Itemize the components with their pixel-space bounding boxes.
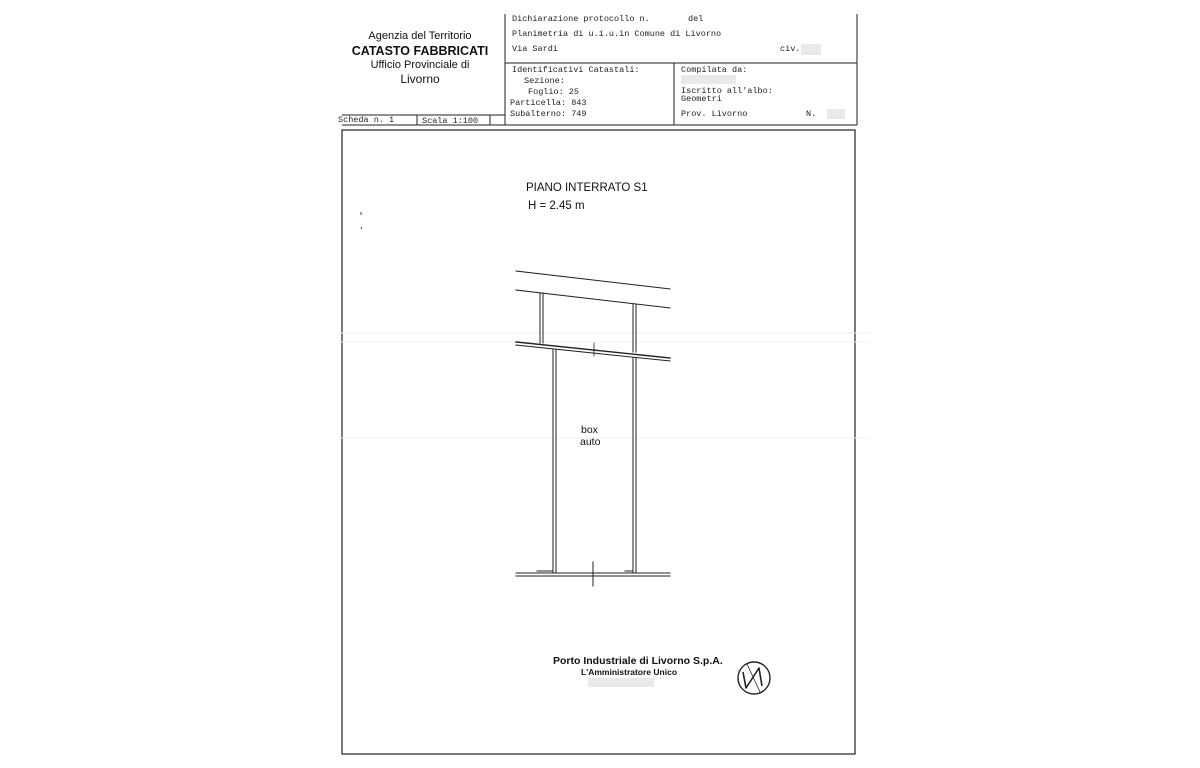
albo-value: Geometri	[681, 94, 722, 104]
iscritto-label: Iscritto all'albo:	[681, 86, 773, 96]
particella-value: Particella: 843	[510, 98, 587, 108]
cadastre-title: CATASTO FABBRICATI	[351, 44, 489, 58]
room-label-line2: auto	[580, 436, 601, 448]
scala-label: Scala 1:100	[422, 116, 479, 126]
foglio-value: Foglio: 25	[528, 87, 580, 97]
n-label: N.	[806, 109, 817, 119]
company-role: L'Amministratore Unico	[581, 667, 678, 677]
office-label: Ufficio Provinciale di	[370, 59, 470, 71]
subalterno-value: Subalterno: 749	[510, 109, 587, 119]
identifiers-title: Identificativi Catastali:	[512, 65, 640, 75]
protocol-label: Dichiarazione protocollo n.	[512, 14, 650, 24]
planimetria-label: Planimetria di u.i.u.in Comune di Livorno	[512, 29, 722, 39]
signature-redacted	[588, 678, 654, 687]
compiler-name-redacted	[681, 75, 736, 84]
protocol-del: del	[688, 14, 704, 24]
civ-redacted	[801, 44, 821, 55]
civ-label: civ.	[780, 44, 801, 54]
room-label-line1: box	[581, 424, 598, 436]
n-redacted	[827, 109, 845, 119]
prov-label: Prov. Livorno	[681, 109, 748, 119]
compilata-label: Compilata da:	[681, 65, 748, 75]
north-arrow	[738, 662, 770, 694]
ceiling-height: H = 2.45 m	[528, 200, 585, 212]
floor-title: PIANO INTERRATO S1	[526, 182, 648, 194]
address-label: Via Sardi	[512, 44, 558, 54]
scheda-label: Scheda n. 1	[338, 115, 395, 125]
company-name: Porto Industriale di Livorno S.p.A.	[553, 655, 723, 667]
agency-name: Agenzia del Territorio	[368, 30, 472, 42]
sezione-label: Sezione:	[524, 76, 565, 86]
office-city: Livorno	[400, 72, 440, 86]
